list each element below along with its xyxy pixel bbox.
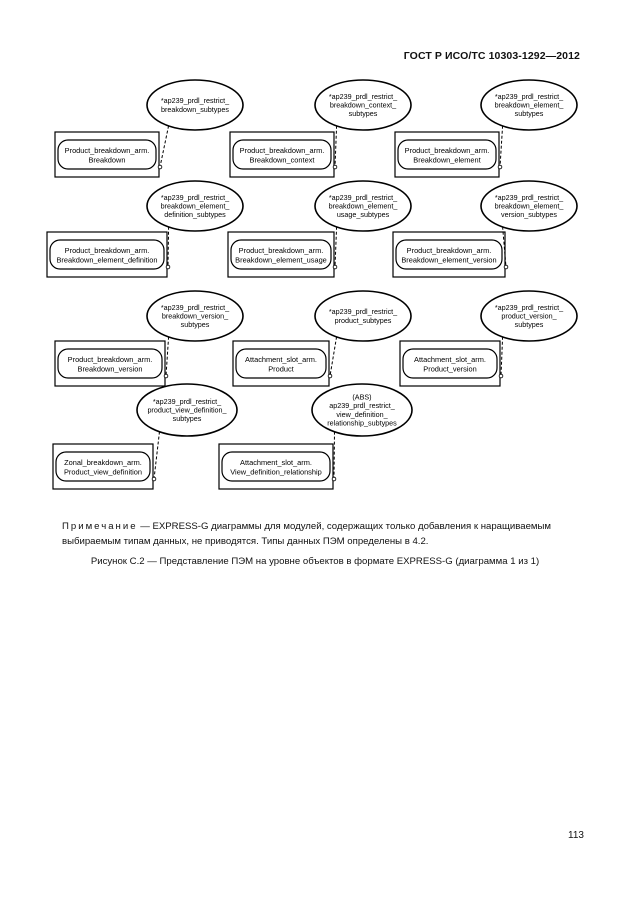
diagram-node xyxy=(55,80,243,177)
entity-label-line: Breakdown xyxy=(88,155,126,165)
select-type-label-line: breakdown_element_ xyxy=(494,201,564,211)
entity-label-line: Product_version xyxy=(423,364,477,374)
select-type-label-line: subtypes xyxy=(514,320,544,330)
select-type-label-line: *ap239_prdl_restrict_ xyxy=(494,192,564,202)
relationship-line xyxy=(335,227,337,267)
relationship-line xyxy=(154,432,160,479)
entity-label-line: Product_view_definition xyxy=(63,467,143,477)
select-type-label-line: breakdown_context_ xyxy=(329,100,397,110)
select-type-label-line: *ap239_prdl_restrict_ xyxy=(152,396,222,406)
select-type-label-line: breakdown_element_ xyxy=(160,201,230,211)
select-type-label-line: definition_subtypes xyxy=(164,210,226,220)
select-type-label-line: subtypes xyxy=(172,414,202,424)
entity-label-line: Breakdown_context xyxy=(249,155,315,165)
select-type-label-line: subtypes xyxy=(514,109,544,119)
diagram-node xyxy=(55,291,243,386)
page-number: 113 xyxy=(568,830,584,841)
relationship-line xyxy=(335,126,337,167)
entity-label-line: Product_breakdown_arm. xyxy=(239,145,325,155)
entity-label-line: View_definition_relationship xyxy=(230,467,322,477)
select-type-label-line: *ap239_prdl_restrict_ xyxy=(160,192,230,202)
entity-label-line: Breakdown_element_version xyxy=(401,255,497,265)
select-type-label-line: *ap239_prdl_restrict_ xyxy=(160,302,230,312)
diagram-node xyxy=(219,384,412,489)
select-type-label-line: *ap239_prdl_restrict_ xyxy=(328,307,398,317)
select-type-label-line: *ap239_prdl_restrict_ xyxy=(494,302,564,312)
select-type-label-line: version_subtypes xyxy=(501,210,557,220)
entity-label-line: Attachment_slot_arm. xyxy=(414,354,486,364)
select-type-label-line: view_definition_ xyxy=(336,409,388,419)
select-type-label-line: breakdown_subtypes xyxy=(161,104,229,114)
select-type-label-line: product_version_ xyxy=(501,311,557,321)
entity-label-line: Attachment_slot_arm. xyxy=(240,457,312,467)
select-type-label-line: ap239_prdl_restrict_ xyxy=(329,401,395,411)
relationship-line xyxy=(330,337,337,376)
relationship-line xyxy=(168,227,169,267)
select-type-label-line: breakdown_element_ xyxy=(494,100,564,110)
figure-caption: Рисунок С.2 — Представление ПЭМ на уровне объектов в формате EXPRESS-G (диаграмма 1 из 1) xyxy=(90,556,540,567)
note-text: — EXPRESS-G диаграммы для модулей, содержащих только добавления к наращиваемым выбираемым типам данных, не приводятся. Типы данных ПЭМ определены в 4.2. xyxy=(62,521,552,547)
relationship-line xyxy=(160,126,169,167)
figure-note xyxy=(62,519,584,549)
select-type-label-line: subtypes xyxy=(180,320,210,330)
entity-label-line: Breakdown_element xyxy=(413,155,481,165)
diagram-node xyxy=(47,181,243,277)
entity-label-line: Breakdown_element_usage xyxy=(235,255,327,265)
select-type-label-line: relationship_subtypes xyxy=(327,418,397,428)
diagram-node xyxy=(400,291,577,386)
entity-label-line: Product_breakdown_arm. xyxy=(406,245,492,255)
entity-label-line: Breakdown_version xyxy=(77,364,143,374)
entity-label-line: Product_breakdown_arm. xyxy=(238,245,324,255)
diagram-node xyxy=(53,384,237,489)
select-type-label-line: product_subtypes xyxy=(334,315,392,325)
entity-label-line: Product xyxy=(268,364,294,374)
select-type-label-line: breakdown_element_ xyxy=(328,201,398,211)
select-type-label-line: product_view_definition_ xyxy=(147,405,227,415)
diagram-node xyxy=(230,80,411,177)
diagram-node xyxy=(393,181,577,277)
entity-label-line: Product_breakdown_arm. xyxy=(67,354,153,364)
select-type-label-line: *ap239_prdl_restrict_ xyxy=(494,91,564,101)
relationship-line xyxy=(334,432,335,479)
select-type-label-line: *ap239_prdl_restrict_ xyxy=(160,96,230,106)
diagram-node xyxy=(395,80,577,177)
entity-label-line: Product_breakdown_arm. xyxy=(64,145,150,155)
entity-label-line: Product_breakdown_arm. xyxy=(64,245,150,255)
select-type-label-line: breakdown_version_ xyxy=(161,311,229,321)
relationship-line xyxy=(166,337,169,376)
relationship-line xyxy=(501,337,503,376)
relationship-line xyxy=(500,126,503,167)
select-type-label-line: usage_subtypes xyxy=(336,210,390,220)
entity-label-line: Zonal_breakdown_arm. xyxy=(64,457,142,467)
entity-label-line: Breakdown_element_definition xyxy=(56,255,158,265)
diagram-node xyxy=(228,181,411,277)
select-type-label-line: subtypes xyxy=(348,109,378,119)
note-label: Примечание xyxy=(62,521,138,532)
document-code: ГОСТ Р ИСО/ТС 10303-1292—2012 xyxy=(403,50,580,62)
select-type-label-line: *ap239_prdl_restrict_ xyxy=(328,91,398,101)
entity-label-line: Product_breakdown_arm. xyxy=(404,145,490,155)
select-type-label-line: *ap239_prdl_restrict_ xyxy=(328,192,398,202)
entity-label-line: Attachment_slot_arm. xyxy=(245,354,317,364)
select-type-label-line: (ABS) xyxy=(352,392,372,402)
diagram-node xyxy=(233,291,411,386)
